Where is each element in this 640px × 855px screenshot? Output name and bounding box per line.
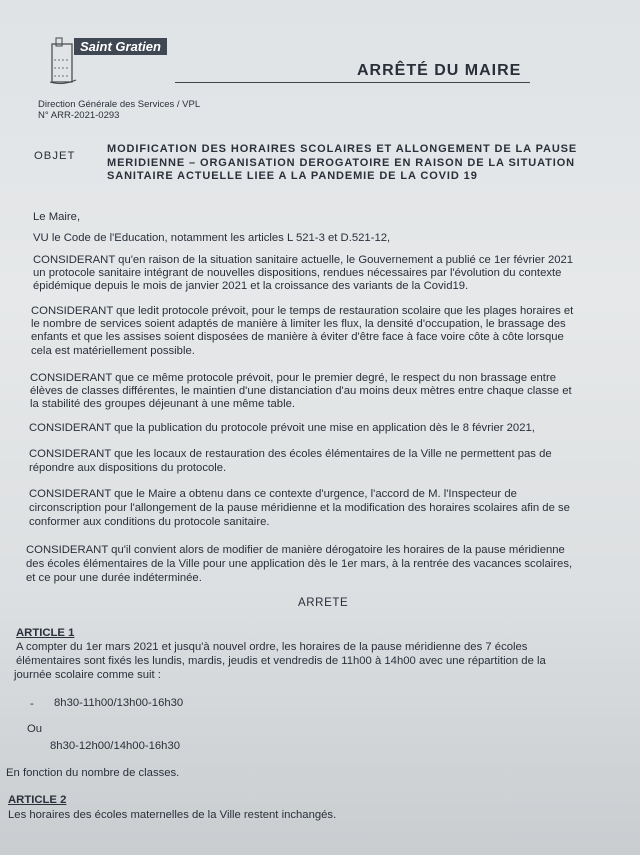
objet-label: OBJET xyxy=(34,150,76,162)
considerant-7-line-3: et ce pour une durée indéterminée. xyxy=(26,572,202,584)
considerant-6-line-3: conformer aux conditions du protocole sanitaire. xyxy=(29,516,270,528)
article-2-line: Les horaires des écoles maternelles de la Ville restent inchangés. xyxy=(8,809,337,821)
direction-label: Direction Générale des Services / VPL xyxy=(38,99,201,110)
document-title: ARRÊTÉ DU MAIRE xyxy=(357,62,522,79)
considerant-2-line-4: cela est matériellement possible. xyxy=(31,345,195,357)
reference-number: N° ARR-2021-0293 xyxy=(38,110,120,121)
considerant-1-line-1: CONSIDERANT qu'en raison de la situation sanitaire actuelle, le Gouvernement a publié ce 1er février 2021 xyxy=(33,254,574,266)
header-divider xyxy=(175,82,530,83)
considerant-2-line-2: le nombre de services soient adaptés de manière à limiter les flux, la densité d'occupation, le brassage des xyxy=(31,318,566,330)
schedule-option-1: 8h30-11h00/13h00-16h30 xyxy=(54,697,184,709)
objet-line-3: SANITAIRE ACTUELLE LIEE A LA PANDEMIE DE LA COVID 19 xyxy=(107,170,478,182)
city-logo xyxy=(46,34,172,96)
article-2-title: ARTICLE 2 xyxy=(8,794,67,806)
considerant-3-line-2: élèves de classes différentes, le maintien d'une distanciation d'au moins deux mètres entre chaque classe et xyxy=(30,385,572,397)
article-1-line-3: journée scolaire comme suit : xyxy=(14,669,161,681)
ou-label: Ou xyxy=(27,723,43,735)
considerant-6-line-1: CONSIDERANT que le Maire a obtenu dans ce contexte d'urgence, l'accord de M. l'Inspecteur de xyxy=(29,488,517,500)
objet-line-1: MODIFICATION DES HORAIRES SCOLAIRES ET ALLONGEMENT DE LA PAUSE xyxy=(107,143,578,155)
article-1-line-2: élémentaires sont fixés les lundis, mardis, jeudis et vendredis de 11h00 à 14h00 avec une répartition de la xyxy=(16,655,546,667)
fonction-note: En fonction du nombre de classes. xyxy=(6,767,180,779)
considerant-4-line-1: CONSIDERANT que la publication du protocole prévoit une mise en application dès le 8 février 2021, xyxy=(29,422,535,434)
arrete-heading: ARRETE xyxy=(298,597,349,609)
schedule-option-2: 8h30-12h00/14h00-16h30 xyxy=(50,740,181,752)
article-1-line-1: A compter du 1er mars 2021 et jusqu'à nouvel ordre, les horaires de la pause méridienne des 7 écoles xyxy=(16,641,528,653)
considerant-7-line-2: des écoles élémentaires de la Ville pour une application dès le 1er mars, à la rentrée des vacances scolaires, xyxy=(26,558,573,570)
considerant-3-line-1: CONSIDERANT que ce même protocole prévoit, pour le premier degré, le respect du non brassage entre xyxy=(30,372,556,384)
logo-text: Saint Gratien xyxy=(74,38,167,55)
vu-line: VU le Code de l'Education, notamment les articles L 521-3 et D.521-12, xyxy=(33,232,391,244)
considerant-1-line-2: un protocole sanitaire intégrant de nouvelles dispositions, rendues nécessaires par l'évolution du contexte xyxy=(33,267,562,279)
le-maire: Le Maire, xyxy=(33,211,81,223)
considerant-1-line-3: épidémique depuis le mois de janvier 2021 et la croissance des variants de la Covid19. xyxy=(33,280,469,292)
article-1-title: ARTICLE 1 xyxy=(16,627,75,639)
schedule-bullet: - xyxy=(30,698,34,710)
considerant-2-line-1: CONSIDERANT que ledit protocole prévoit, pour le temps de restauration scolaire que les plages horaires et xyxy=(31,305,574,317)
considerant-5-line-1: CONSIDERANT que les locaux de restauration des écoles élémentaires de la Ville ne permettent pas de xyxy=(29,448,552,460)
considerant-6-line-2: circonscription pour l'allongement de la pause méridienne et la modification des horaires scolaires afin de se xyxy=(29,502,570,514)
considerant-7-line-1: CONSIDERANT qu'il convient alors de modifier de manière dérogatoire les horaires de la pause méridienne xyxy=(26,544,565,556)
considerant-2-line-3: enfants et que les assises soient disposées de manière à éviter d'être face à face voire côte à côte lorsque xyxy=(31,331,564,343)
objet-line-2: MERIDIENNE – ORGANISATION DEROGATOIRE EN RAISON DE LA SITUATION xyxy=(107,157,576,169)
considerant-5-line-2: répondre aux dispositions du protocole. xyxy=(29,462,227,474)
considerant-3-line-3: la stabilité des groupes déjeunant à une même table. xyxy=(30,398,296,410)
